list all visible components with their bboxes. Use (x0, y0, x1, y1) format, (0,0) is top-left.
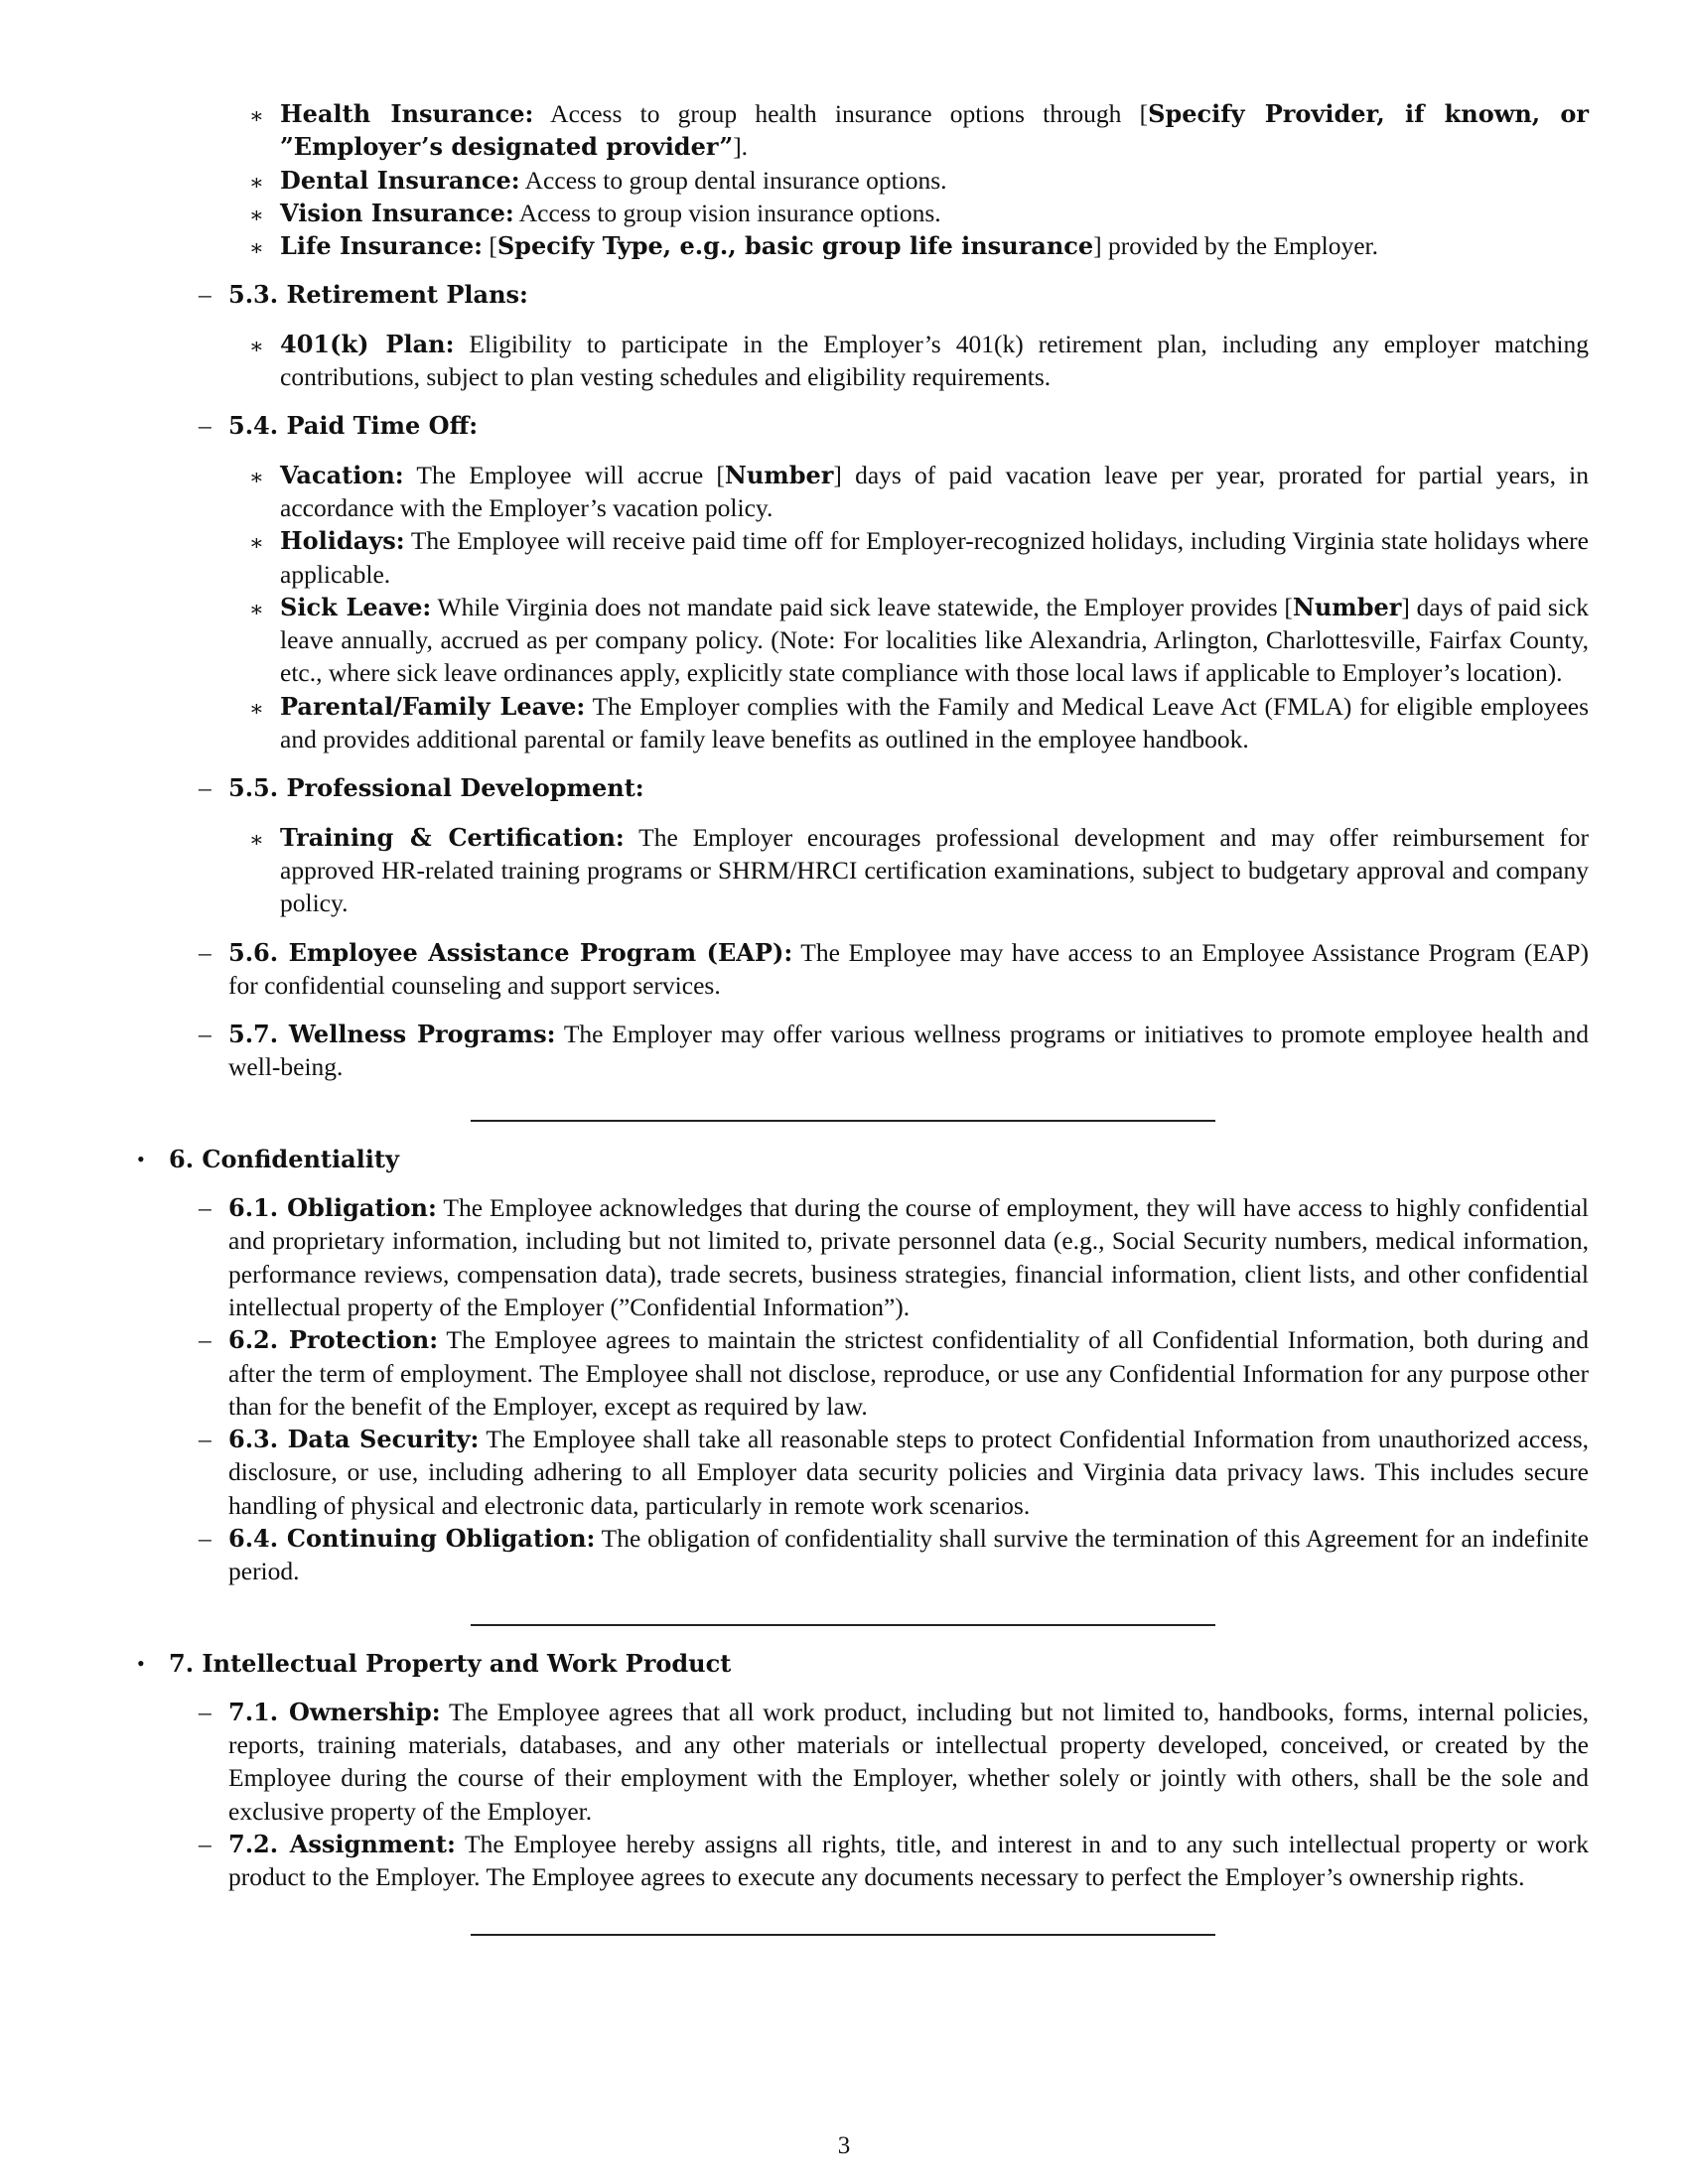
dash-bullet-icon: – (199, 1523, 211, 1553)
star-bullet-icon: ∗ (249, 596, 264, 621)
dash-bullet-icon: – (199, 1425, 211, 1454)
list-item-dental-insurance: ∗ Dental Insurance: Access to group dental insurance options. (129, 164, 1589, 197)
list-item-parental-leave: ∗ Parental/Family Leave: The Employer complies with the Family and Medical Leave Act (FMLA) for eligible employees and provides additional parental or family leave benefits as outlined in the employee handbook. (249, 691, 1589, 754)
star-bullet-icon: ∗ (249, 235, 264, 261)
section-6-2: – 6.2. Protection: The Employee agrees to maintain the strictest confidentiality of all Confidential Information, both during and after the term of employment. The Employee shall not disclose, reproduce, or use any Confidential Information for any purpose other than for the benefit of the Employer, except as required by law. (199, 1325, 1589, 1421)
star-bullet-icon: ∗ (249, 333, 264, 358)
star-bullet-icon: ∗ (249, 530, 264, 556)
section-divider (129, 1120, 1589, 1121)
section-5-6: – 5.6. Employee Assistance Program (EAP): The Employee may have access to an Employee Assistance Program (EAP) for confidential counseling and support services. (199, 937, 1590, 1000)
section-divider (129, 1624, 1589, 1625)
section-7-1: – 7.1. Ownership: The Employee agrees that all work product, including but not limited to, handbooks, forms, internal policies, reports, training materials, databases, and any other materials or intellectual property developed, conceived, or created by the Employee during the course of their employment with the Employer, whether solely or jointly with others, shall be the sole and exclusive property of the Employer. (199, 1697, 1589, 1826)
section-7-2: – 7.2. Assignment: The Employee hereby assigns all rights, title, and interest in and to any such intellectual property or work product to the Employer. The Employee agrees to execute any documents necessary to perfect the Employer’s ownership rights. (199, 1830, 1589, 1892)
star-bullet-icon: ∗ (249, 695, 264, 721)
star-bullet-icon: ∗ (249, 103, 264, 128)
section-heading-5-4: – 5.4. Paid Time Off: (129, 409, 1589, 442)
page-number: 3 (837, 2132, 851, 2159)
section-heading-5-5: – 5.5. Professional Development: (129, 771, 1589, 804)
list-item-vacation: ∗ Vacation: The Employee will accrue [Number] days of paid vacation leave per year, prorated for partial years, in accordance with the Employer’s vacation policy. (249, 460, 1589, 522)
section-heading-5-3: – 5.3. Retirement Plans: (129, 278, 1589, 311)
star-bullet-icon: ∗ (249, 464, 264, 489)
section-heading-6: • 6. Confidentiality (129, 1143, 1589, 1175)
dash-bullet-icon: – (199, 280, 211, 310)
section-heading-7: • 7. Intellectual Property and Work Product (129, 1647, 1589, 1680)
bullet-icon: • (137, 1146, 145, 1171)
dash-bullet-icon: – (199, 411, 211, 441)
list-item-sick-leave: ∗ Sick Leave: While Virginia does not mandate paid sick leave statewide, the Employer provides [Number] days of paid sick leave annually, accrued as per company policy. (Note: For localities like Alexandria, Arlington, Charlottesville, Fairfax County, etc., where sick leave ordinances apply, explicitly state compliance with those local laws if applicable to Employer’s location). (249, 592, 1589, 688)
list-item-health-insurance: ∗ Health Insurance: Access to group health insurance options through [Specify Provider, if known, or ”Employer’s designated provider”]. (249, 99, 1590, 162)
dash-bullet-icon: – (199, 1193, 211, 1223)
list-item-training: ∗ Training & Certification: The Employer encourages professional development and may offer reimbursement for approved HR-related training programs or SHRM/HRCI certification examinations, subject to budgetary approval and company policy. (249, 822, 1589, 918)
dash-bullet-icon: – (199, 1697, 211, 1726)
dash-bullet-icon: – (199, 1830, 211, 1859)
dash-bullet-icon: – (199, 937, 211, 967)
document-body (129, 97, 1589, 1935)
star-bullet-icon: ∗ (249, 202, 264, 227)
dash-bullet-icon: – (199, 1020, 211, 1049)
list-item-401k: ∗ 401(k) Plan: Eligibility to participate in the Employer’s 401(k) retirement plan, including any employer matching contributions, subject to plan vesting schedules and eligibility requirements. (249, 329, 1589, 392)
section-6-1: – 6.1. Obligation: The Employee acknowledges that during the course of employment, they will have access to highly confidential and proprietary information, including but not limited to, private personnel data (e.g., Social Security numbers, medical information, performance reviews, compensation data), trade secrets, business strategies, financial information, client lists, and other confidential intellectual property of the Employer (”Confidential Information”). (199, 1193, 1589, 1321)
bullet-icon: • (137, 1650, 145, 1676)
section-5-7: – 5.7. Wellness Programs: The Employer may offer various wellness programs or initiatives to promote employee health and well-being. (199, 1020, 1589, 1082)
list-item-vision-insurance: ∗ Vision Insurance: Access to group vision insurance options. (129, 197, 1589, 229)
dash-bullet-icon: – (199, 1325, 211, 1355)
dash-bullet-icon: – (199, 773, 211, 803)
list-item-holidays: ∗ Holidays: The Employee will receive paid time off for Employer-recognized holidays, including Virginia state holidays where applicable. (249, 526, 1589, 589)
star-bullet-icon: ∗ (249, 169, 264, 195)
list-item-life-insurance: ∗ Life Insurance: [Specify Type, e.g., basic group life insurance] provided by the Employer. (129, 229, 1589, 262)
section-divider (129, 1934, 1589, 1935)
section-6-3: – 6.3. Data Security: The Employee shall take all reasonable steps to protect Confidential Information from unauthorized access, disclosure, or use, including adhering to all Employer data security policies and Virginia data privacy laws. This includes secure handling of physical and electronic data, particularly in remote work scenarios. (199, 1425, 1590, 1520)
section-6-4: – 6.4. Continuing Obligation: The obligation of confidentiality shall survive the termination of this Agreement for an indefinite period. (199, 1523, 1589, 1586)
star-bullet-icon: ∗ (249, 826, 264, 852)
